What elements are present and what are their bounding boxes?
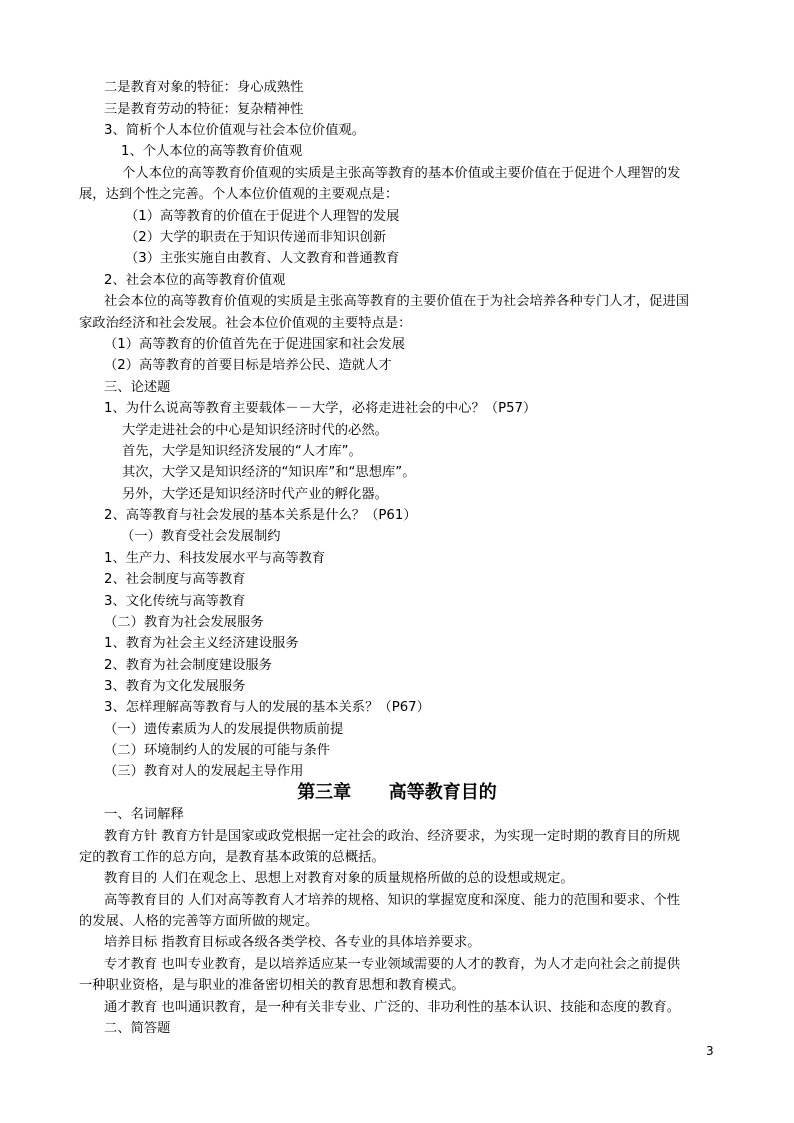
chapter-heading: 第三章 高等教育目的 [297,782,497,803]
definition-line: 专才教育 也叫专业教育，是以培养适应某一专业领域需要的人才的教育，为人才走向社会之前提供 [104,957,680,972]
definition-line: 教育方针 教育方针是国家或政党根据一定社会的政治、经济要求，为实现一定时期的教育目的所规 [104,829,680,844]
text-line: 三是教育劳动的特征：复杂精神性 [104,102,304,117]
answer-line: 大学走进社会的中心是知识经济时代的必然。 [122,423,388,438]
list-item: 2、社会制度与高等教育 [104,572,246,587]
section-heading: 2、社会本位的高等教育价值观 [104,273,286,288]
paragraph-line: 展，达到个性之完善。个人本位价值观的主要观点是： [79,187,399,202]
answer-line: 其次，大学又是知识经济的“知识库”和“思想库”。 [122,465,416,480]
definition-line: 教育目的 人们在观念上、思想上对教育对象的质量规格所做的总的设想或规定。 [104,871,574,886]
definition-line: 的发展、人格的完善等方面所做的规定。 [79,914,319,929]
definition-line: 通才教育 也叫通识教育，是一种有关非专业、广泛的、非功利性的基本认识、技能和态度的教育。 [104,1000,680,1015]
section-heading: 二、简答题 [104,1021,171,1036]
definition-line: 高等教育目的 人们对高等教育人才培养的规格、知识的掌握宽度和深度、能力的范围和要求、个性 [104,893,680,908]
list-item: 3、教育为文化发展服务 [104,679,246,694]
paragraph-line: 社会本位的高等教育价值观的实质是主张高等教育的主要价值在于为社会培养各种专门人才，促进国 [104,294,690,309]
subsection-heading: （二）教育为社会发展服务 [104,615,264,630]
answer-line: 首先，大学是知识经济发展的“人才库”。 [122,444,362,459]
text-line: 3、简析个人本位价值观与社会本位价值观。 [104,123,366,138]
list-item: （2）高等教育的首要目标是培养公民、造就人才 [104,358,392,373]
list-item: 1、教育为社会主义经济建设服务 [104,636,299,651]
definition-line: 一种职业资格，是与职业的准备密切相关的教育思想和教育模式。 [79,978,465,993]
list-item: （3）主张实施自由教育、人文教育和普通教育 [125,251,400,266]
text-line: 二是教育对象的特征：身心成熟性 [104,80,304,95]
section-heading: 三、论述题 [104,380,171,395]
list-item: 2、教育为社会制度建设服务 [104,658,273,673]
paragraph-line: 个人本位的高等教育价值观的实质是主张高等教育的基本价值或主要价值在于促进个人理智的发 [122,166,681,181]
subsection-heading: （一）教育受社会发展制约 [121,529,281,544]
paragraph-line: 家政治经济和社会发展。社会本位价值观的主要特点是： [79,316,412,331]
list-item: （三）教育对人的发展起主导作用 [104,764,304,779]
definition-line: 定的教育工作的总方向，是教育基本政策的总概括。 [79,850,385,865]
list-item: （二）环境制约人的发展的可能与条件 [104,743,331,758]
section-heading: 1、个人本位的高等教育价值观 [121,144,303,159]
answer-line: 另外，大学还是知识经济时代产业的孵化器。 [122,487,388,502]
list-item: （一）遗传素质为人的发展提供物质前提 [104,722,344,737]
list-item: 1、生产力、科技发展水平与高等教育 [104,551,326,566]
list-item: （2）大学的职责在于知识传递而非知识创新 [125,230,387,245]
page-number: 3 [706,1044,714,1058]
question-line: 1、为什么说高等教育主要载体－－大学，必将走进社会的中心？（P57） [104,401,537,416]
definition-line: 培养目标 指教育目标或各级各类学校、各专业的具体培养要求。 [104,935,481,950]
list-item: （1）高等教育的价值在于促进个人理智的发展 [125,209,400,224]
section-heading: 一、名词解释 [104,807,184,822]
list-item: 3、文化传统与高等教育 [104,594,246,609]
question-line: 3、怎样理解高等教育与人的发展的基本关系？（P67） [104,700,430,715]
list-item: （1）高等教育的价值首先在于促进国家和社会发展 [104,337,405,352]
question-line: 2、高等教育与社会发展的基本关系是什么？（P61） [104,508,417,523]
